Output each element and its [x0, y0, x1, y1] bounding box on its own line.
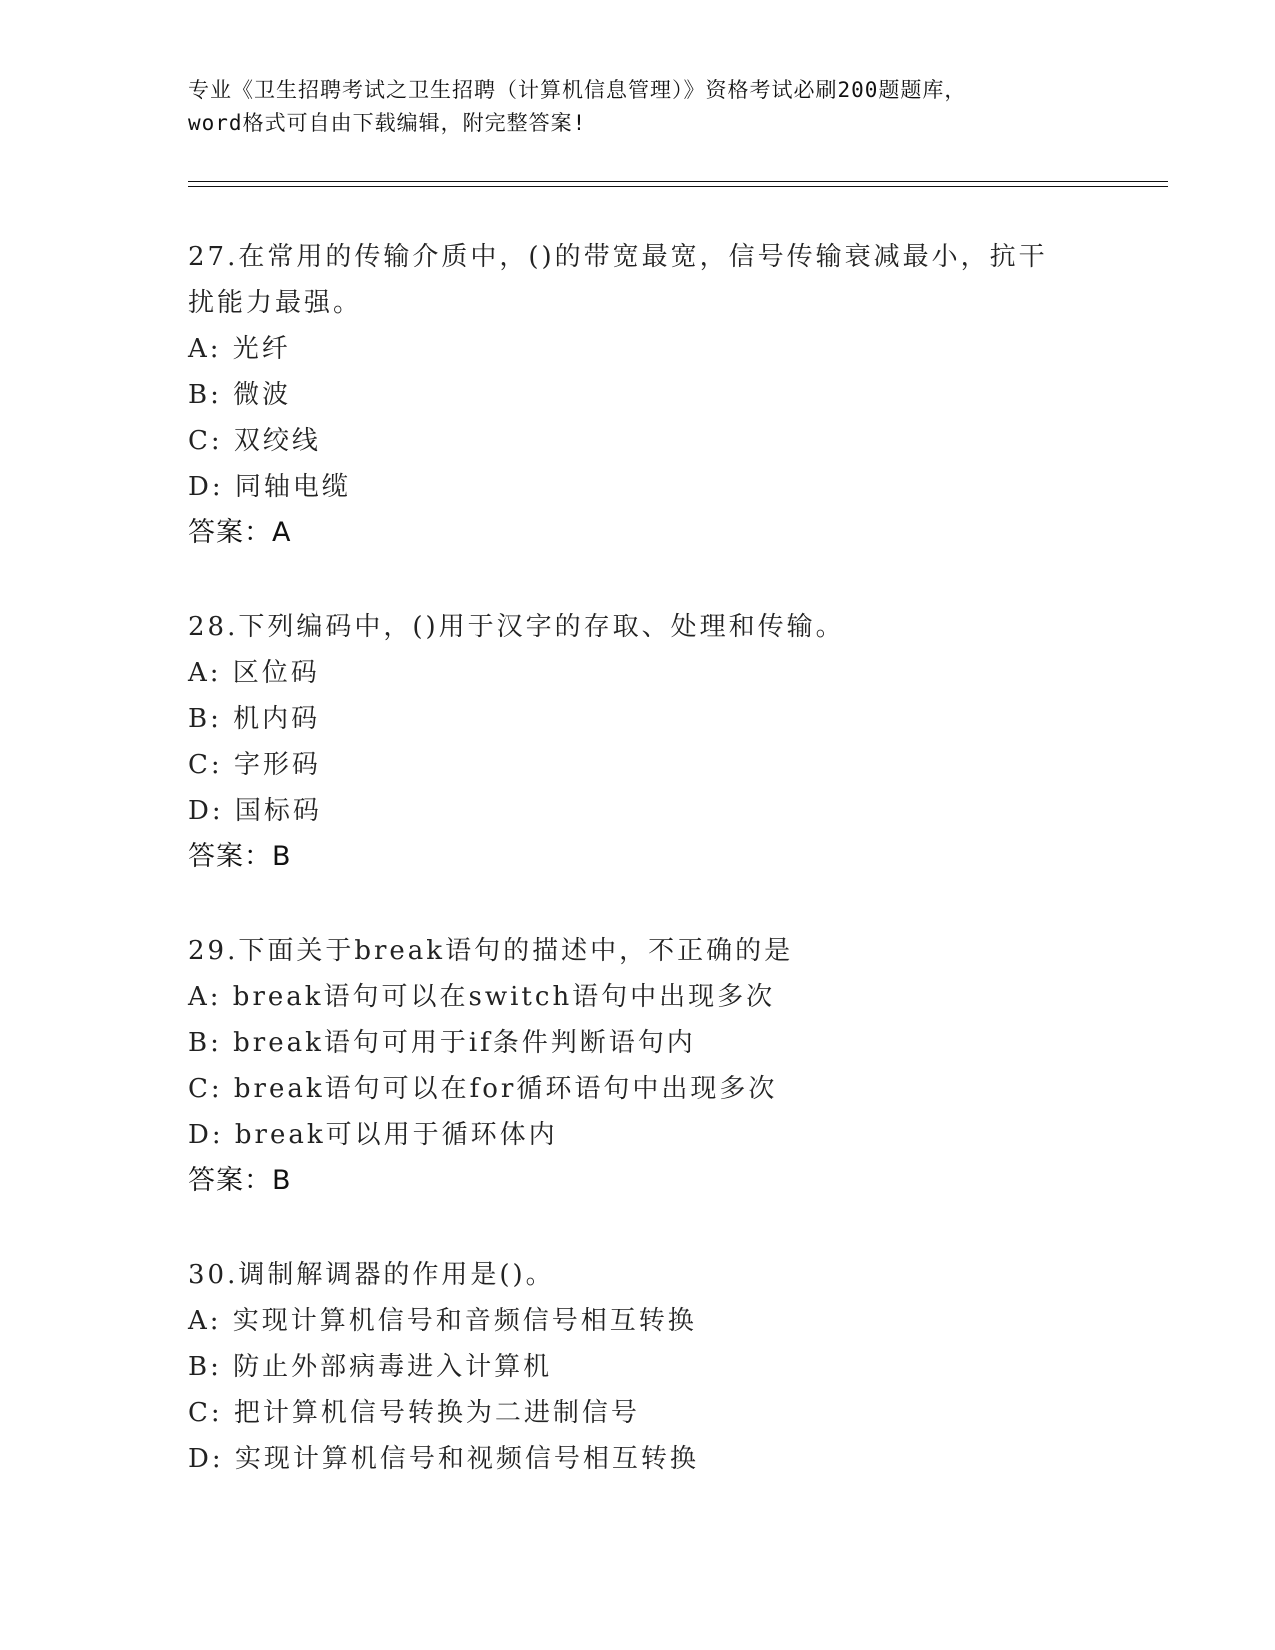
question-27	[188, 234, 1088, 556]
question-stem: 27.在常用的传输介质中，()的带宽最宽，信号传输衰减最小，抗干扰能力最强。	[188, 242, 1048, 318]
question-stem: 28.下列编码中，()用于汉字的存取、处理和传输。	[188, 612, 845, 642]
answer: 答案：B	[188, 841, 292, 872]
header-line-1: 专业《卫生招聘考试之卫生招聘（计算机信息管理）》资格考试必刷200题题库，	[188, 78, 967, 102]
answer: 答案：B	[188, 1165, 292, 1196]
question-30	[188, 1252, 1088, 1482]
option-a: A: break语句可以在switch语句中出现多次	[188, 982, 776, 1012]
option-a: A: 光纤	[188, 334, 291, 364]
question-28	[188, 604, 1088, 880]
option-b: B: 微波	[188, 380, 292, 410]
option-d: D: break可以用于循环体内	[188, 1120, 558, 1150]
question-list	[188, 234, 1088, 1530]
question-stem: 29.下面关于break语句的描述中，不正确的是	[188, 936, 794, 966]
option-d: D: 同轴电缆	[188, 472, 351, 502]
answer: 答案：A	[188, 517, 292, 548]
question-stem: 30.调制解调器的作用是()。	[188, 1260, 555, 1290]
header-divider-bottom	[188, 186, 1168, 187]
option-a: A: 实现计算机信号和音频信号相互转换	[188, 1306, 697, 1336]
option-c: C: 把计算机信号转换为二进制信号	[188, 1398, 640, 1428]
option-d: D: 实现计算机信号和视频信号相互转换	[188, 1444, 699, 1474]
header-divider-top	[188, 181, 1168, 182]
option-c: C: break语句可以在for循环语句中出现多次	[188, 1074, 778, 1104]
option-b: B: break语句可用于if条件判断语句内	[188, 1028, 696, 1058]
option-c: C: 字形码	[188, 750, 321, 780]
question-29	[188, 928, 1088, 1204]
option-b: B: 机内码	[188, 704, 321, 734]
option-a: A: 区位码	[188, 658, 320, 688]
option-d: D: 国标码	[188, 796, 322, 826]
option-b: B: 防止外部病毒进入计算机	[188, 1352, 553, 1382]
option-c: C: 双绞线	[188, 426, 321, 456]
document-header	[188, 74, 1088, 140]
header-line-2: word格式可自由下载编辑，附完整答案!	[188, 111, 587, 135]
